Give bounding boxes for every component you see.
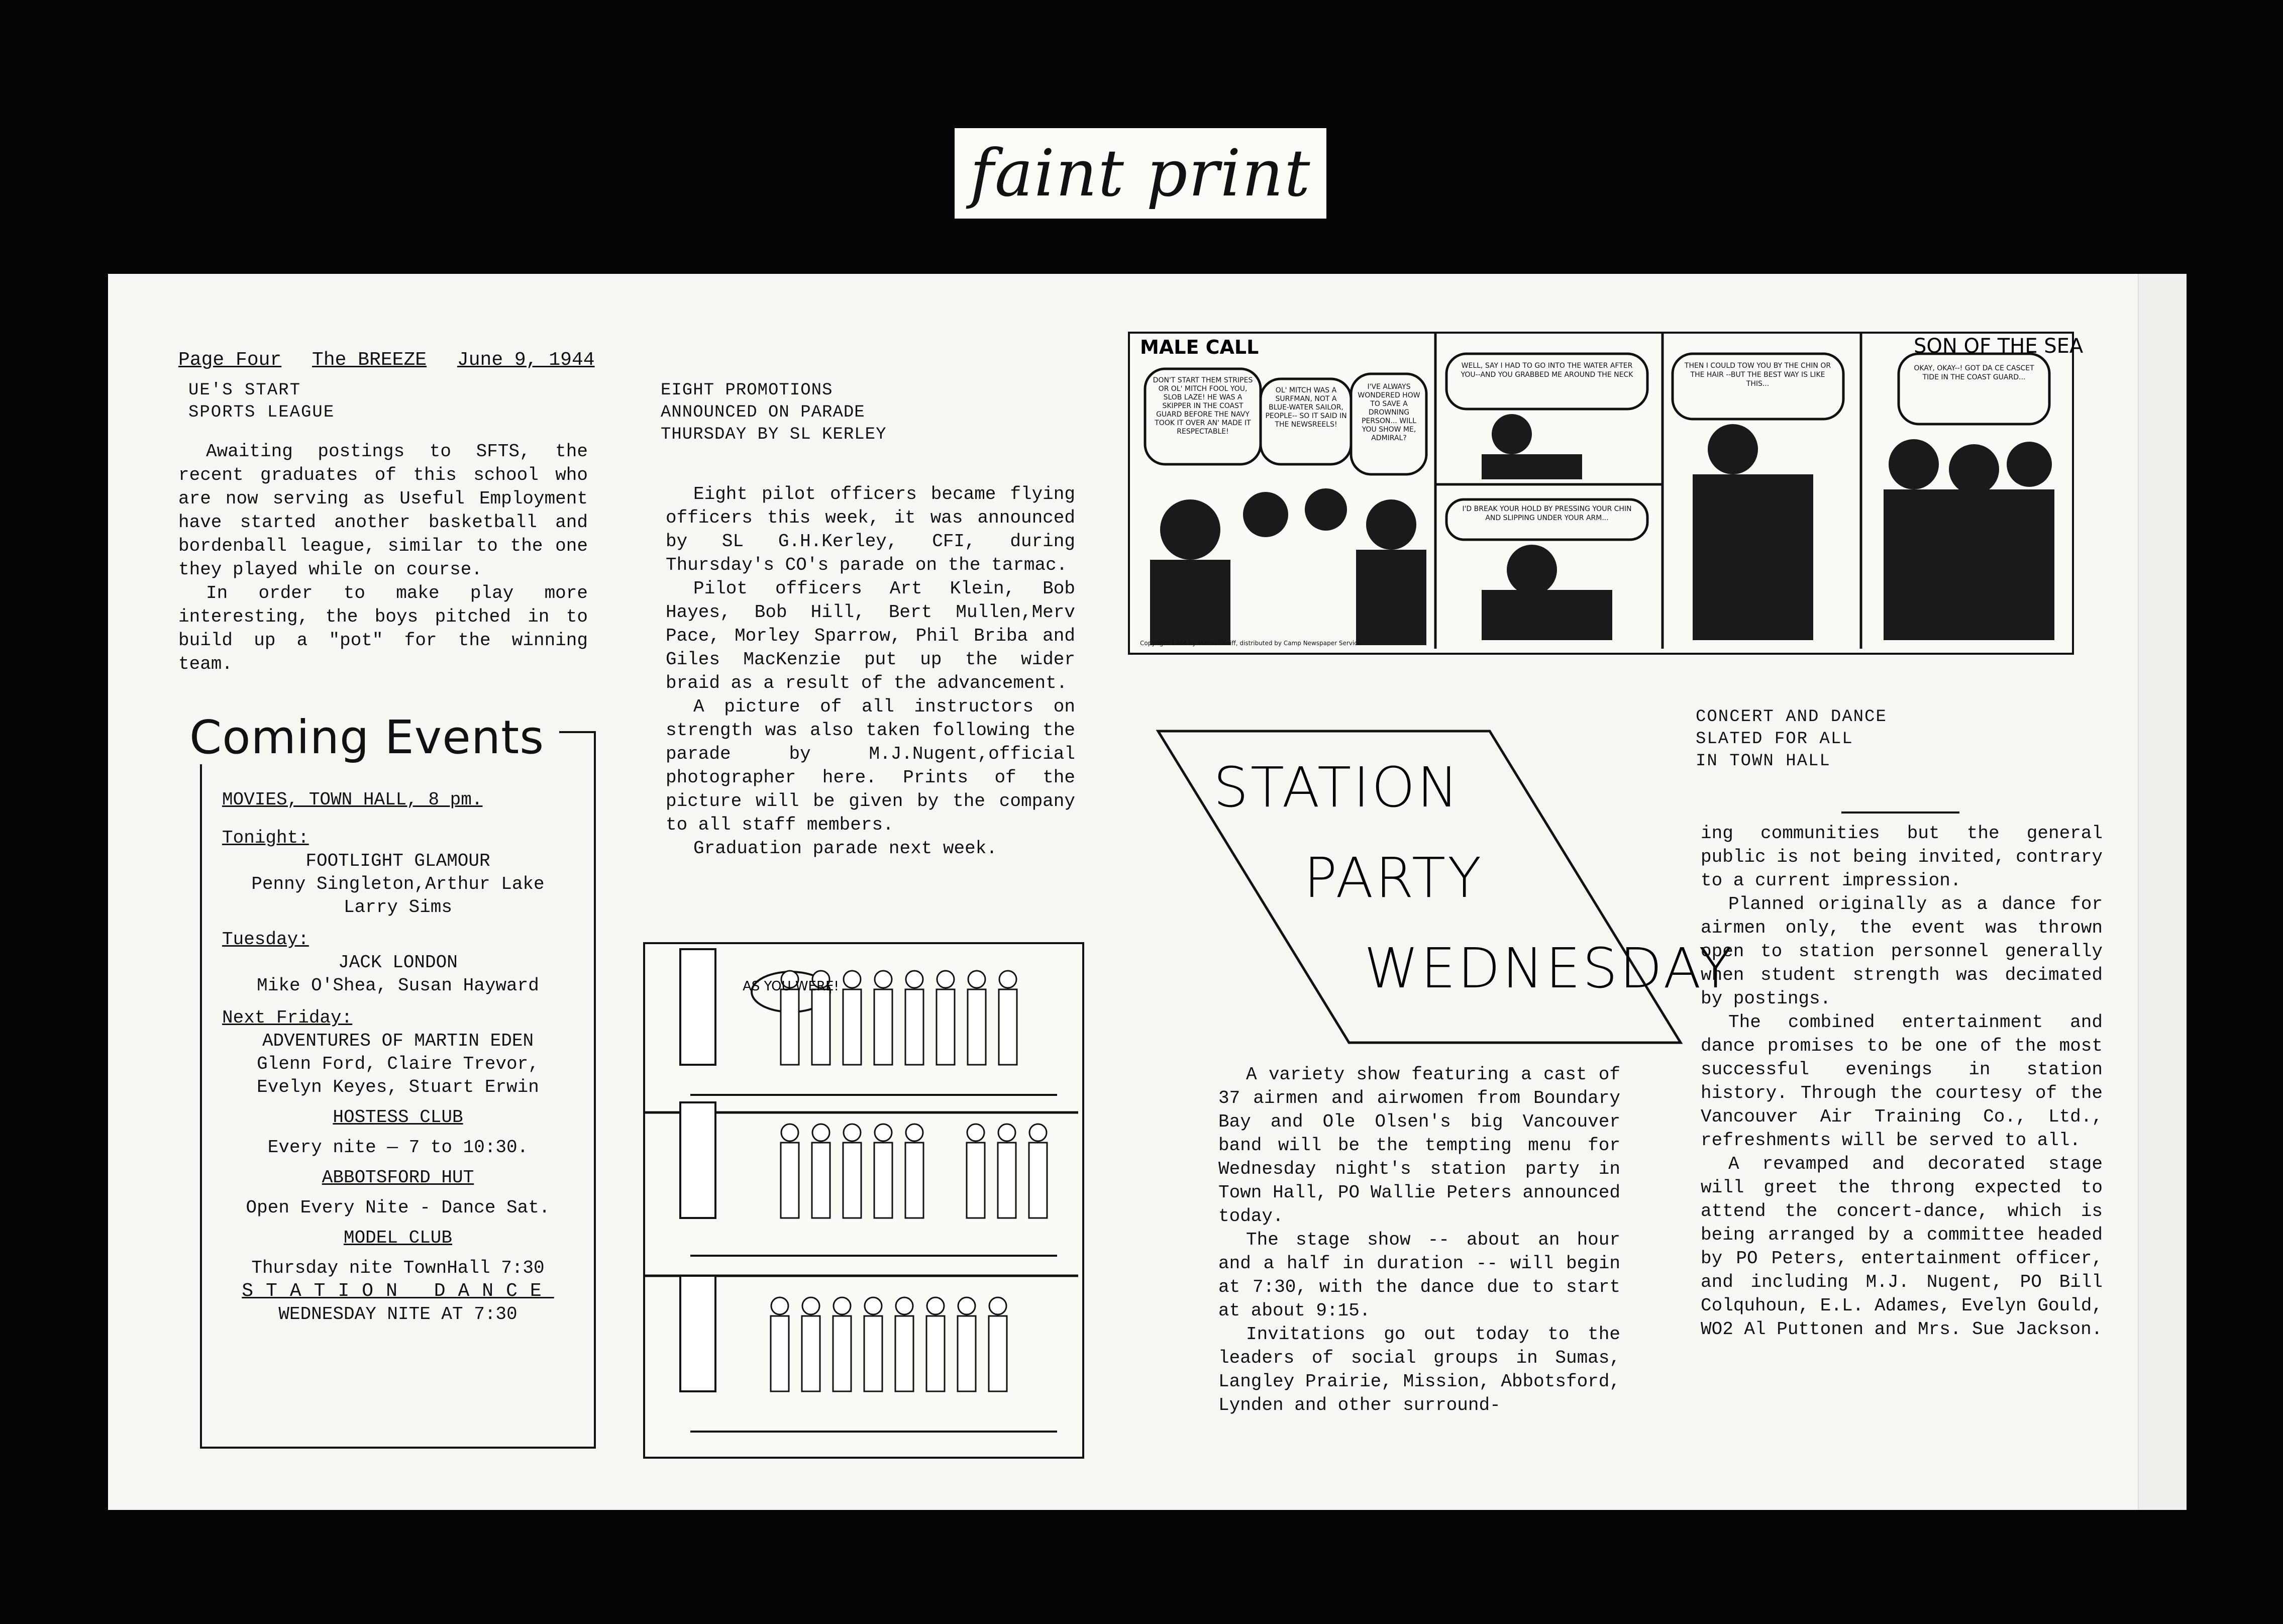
- event-line: ADVENTURES OF MARTIN EDEN: [262, 1031, 534, 1051]
- cartoon-drawing: [645, 944, 1078, 1453]
- paragraph: The stage show -- about an hour and a half in duration -- will begin at 7:30, with the dance due to start at about 9:15.: [1218, 1230, 1620, 1321]
- event-line: FOOTLIGHT GLAMOUR: [305, 851, 490, 871]
- page-number: Page Four: [178, 349, 282, 371]
- paragraph: Awaiting postings to SFTS, the recent graduates of this school who are now serving as Useful Employment have started another basketball and bordenball league, similar to the one they played while on course.: [178, 441, 588, 580]
- officer-figure: [680, 949, 715, 1065]
- headline-line: CONCERT AND DANCE: [1696, 707, 1887, 727]
- comic-balloon: THEN I COULD TOW YOU BY THE CHIN OR THE HAIR --BUT THE BEST WAY IS LIKE THIS...: [1684, 362, 1831, 388]
- soldiers-cartoon: [643, 942, 1084, 1459]
- event-line: Next Friday:: [222, 1007, 353, 1028]
- soldier-figure: [771, 1316, 789, 1391]
- paragraph: Invitations go out today to the leaders of social groups in Sumas, Langley Prairie, Mission, Abbotsford, Lynden and other surround-: [1218, 1324, 1620, 1415]
- soldier-head: [896, 1297, 913, 1314]
- soldier-figure: [905, 989, 923, 1065]
- cartoon-speech: AS YOU WERE!: [743, 979, 839, 994]
- label-text: faint print: [970, 136, 1311, 211]
- promotions-article: [666, 482, 1075, 860]
- station-party-banner: [1138, 711, 1735, 1078]
- paragraph: In order to make play more interesting, the boys pitched in to build up a "pot" for the winning team.: [178, 583, 588, 674]
- paragraph: Graduation parade next week.: [693, 838, 997, 859]
- paragraph: A revamped and decorated stage will greet the throng expected to attend the concert-dance, which is being arranged by a committee headed by PO Peters, entertainment officer, and including M.J. Nugent, PO Bill Colquhoun, E.L. Adames, Evelyn Gould, WO2 Al Puttonen and Mrs. Sue Jackson.: [1701, 1154, 2103, 1340]
- page-fold: [2138, 274, 2187, 1510]
- banner-line: STATION: [1213, 755, 1461, 820]
- headline-line: UE'S START: [188, 381, 301, 400]
- comic-title-left: MALE CALL: [1140, 336, 1259, 358]
- soldier-figure: [895, 1316, 913, 1391]
- soldier-figure: [999, 989, 1017, 1065]
- headline-line: IN TOWN HALL: [1696, 752, 1831, 771]
- sports-article: [178, 440, 588, 676]
- comic-balloon: OL' MITCH WAS A SURFMAN, NOT A BLUE-WATER SAILOR, PEOPLE-- SO IT SAID IN THE NEWSREELS!: [1265, 386, 1347, 429]
- soldier-figure: [843, 1143, 861, 1218]
- soldier-head: [834, 1297, 851, 1314]
- headline-line: ANNOUNCED ON PARADE: [661, 403, 865, 422]
- soldier-figure: [926, 1316, 945, 1391]
- event-line: Every nite — 7 to 10:30.: [267, 1137, 529, 1158]
- soldier-figure: [833, 1316, 851, 1391]
- paper-name: The BREEZE: [312, 349, 427, 371]
- promotions-headline: [661, 379, 886, 446]
- event-line: STATION DANCE: [242, 1280, 554, 1302]
- comic-balloon: I'D BREAK YOUR HOLD BY PRESSING YOUR CHIN AND SLIPPING UNDER YOUR ARM...: [1462, 505, 1632, 522]
- comic-balloon: I'VE ALWAYS WONDERED HOW TO SAVE A DROWNING PERSON... WILL YOU SHOW ME, ADMIRAL?: [1358, 383, 1420, 442]
- paragraph: ing communities but the general public is not being invited, contrary to a current impression.: [1701, 823, 2103, 891]
- soldier-head: [927, 1297, 944, 1314]
- comic-drawing: [1130, 334, 2084, 649]
- paragraph: A picture of all instructors on strength was also taken following the parade by M.J.Nugent,official photographer here. Prints of the picture will be given by the company to all staff members.: [666, 696, 1075, 835]
- soldier-figure: [968, 989, 986, 1065]
- headline-line: EIGHT PROMOTIONS: [661, 381, 833, 400]
- soldier-figure: [989, 1316, 1007, 1391]
- comic-copyright: Copyright 1944 by Milton Caniff, distributed by Camp Newspaper Service: [1140, 640, 1362, 647]
- soldier-figure: [781, 989, 799, 1065]
- soldier-figure: [812, 989, 830, 1065]
- soldier-figure: [781, 1143, 799, 1218]
- paragraph: Planned originally as a dance for airmen only, the event was thrown open to station personnel generally when student strength was decimated by postings.: [1701, 894, 2103, 1009]
- soldier-head: [906, 971, 923, 988]
- soldier-head: [875, 971, 892, 988]
- comic-balloon: DON'T START THEM STRIPES OR OL' MITCH FOOL YOU, SLOB LAZE! HE WAS A SKIPPER IN THE COAST GUARD BEFORE THE NAVY TOOK IT OVER AN' MADE IT RESPECTABLE!: [1153, 376, 1253, 436]
- event-line: Penny Singleton,Arthur Lake: [251, 874, 545, 894]
- event-line: Mike O'Shea, Susan Hayward: [257, 975, 539, 996]
- soldier-head: [906, 1124, 923, 1141]
- banner-line: WEDNESDAY: [1364, 936, 1735, 1000]
- column-rule: [1841, 811, 1959, 814]
- event-line: Larry Sims: [343, 897, 453, 918]
- officer-figure: [680, 1276, 715, 1391]
- soldier-figure: [937, 989, 955, 1065]
- soldier-head: [968, 971, 985, 988]
- soldier-head: [967, 1124, 984, 1141]
- paragraph: The combined entertainment and dance promises to be one of the most successful evenings in station history. Through the courtesy of the Vancouver Air Training Co., Ltd., refreshments will be served to all.: [1701, 1012, 2103, 1151]
- soldier-head: [875, 1124, 892, 1141]
- concert-headline: [1696, 706, 1887, 772]
- soldier-head: [802, 1297, 819, 1314]
- faint-print-label: [955, 128, 1326, 219]
- soldier-head: [812, 1124, 829, 1141]
- event-line: Tuesday:: [222, 929, 309, 950]
- coming-events-box: [189, 710, 596, 1449]
- event-line: Glenn Ford, Claire Trevor,: [257, 1054, 539, 1074]
- soldier-head: [865, 1297, 882, 1314]
- comic-balloon: WELL, SAY I HAD TO GO INTO THE WATER AFTER YOU--AND YOU GRABBED ME AROUND THE NECK: [1461, 362, 1633, 379]
- soldier-figure: [802, 1316, 820, 1391]
- event-line: JACK LONDON: [338, 952, 458, 973]
- coming-events-title: Coming Events: [174, 710, 559, 764]
- newspaper-page: [108, 274, 2186, 1510]
- soldier-head: [1029, 1124, 1047, 1141]
- soldier-head: [844, 971, 861, 988]
- soldier-figure: [967, 1143, 985, 1218]
- headline-line: THURSDAY BY SL KERLEY: [661, 425, 887, 444]
- paragraph: A variety show featuring a cast of 37 airmen and airwomen from Boundary Bay and Ole Olsen's big Vancouver band will be the tempting menu for Wednesday night's station party in Town Hall, PO Wallie Peters announced today.: [1218, 1064, 1620, 1227]
- soldier-head: [989, 1297, 1006, 1314]
- event-line: WEDNESDAY NITE AT 7:30: [278, 1304, 517, 1325]
- concert-article: [1701, 822, 2103, 1341]
- soldier-head: [771, 1297, 788, 1314]
- events-list: [222, 788, 574, 1326]
- soldier-figure: [958, 1316, 976, 1391]
- event-line: HOSTESS CLUB: [333, 1107, 463, 1128]
- issue-date: June 9, 1944: [457, 349, 595, 371]
- paragraph: Eight pilot officers became flying officers this week, it was announced by SL G.H.Kerley, CFI, during Thursday's CO's parade on the tarmac.: [666, 484, 1075, 575]
- headline-line: SPORTS LEAGUE: [188, 403, 335, 422]
- masthead: [178, 349, 614, 371]
- event-line: MODEL CLUB: [343, 1228, 453, 1248]
- soldier-figure: [998, 1143, 1016, 1218]
- event-line: Open Every Nite - Dance Sat.: [246, 1197, 550, 1218]
- soldier-figure: [874, 989, 892, 1065]
- soldier-figure: [864, 1316, 882, 1391]
- soldier-figure: [843, 989, 861, 1065]
- male-call-comic-strip: [1128, 332, 2084, 655]
- officer-figure: [680, 1102, 715, 1218]
- sports-headline: [188, 379, 335, 424]
- soldier-head: [844, 1124, 861, 1141]
- soldier-head: [781, 1124, 798, 1141]
- comic-balloon: OKAY, OKAY--! GOT DA CE CASCET TIDE IN THE COAST GUARD...: [1914, 364, 2034, 381]
- soldier-figure: [1029, 1143, 1047, 1218]
- soldier-head: [998, 1124, 1015, 1141]
- banner-line: PARTY: [1304, 846, 1484, 910]
- soldier-figure: [812, 1143, 830, 1218]
- event-line: Evelyn Keyes, Stuart Erwin: [257, 1077, 539, 1097]
- party-article: [1218, 1063, 1620, 1417]
- soldier-figure: [874, 1143, 892, 1218]
- event-line: Tonight:: [222, 828, 309, 848]
- comic-title-right: SON OF THE SEA: [1914, 335, 2084, 358]
- paragraph: Pilot officers Art Klein, Bob Hayes, Bob Hill, Bert Mullen,Merv Pace, Morley Sparrow, Phil Briba and Giles MacKenzie put up the wider braid as a result of the advancement.: [666, 578, 1075, 693]
- soldier-figure: [905, 1143, 923, 1218]
- event-line: Thursday nite TownHall 7:30: [251, 1258, 545, 1278]
- soldier-head: [958, 1297, 975, 1314]
- soldier-head: [999, 971, 1016, 988]
- soldier-head: [937, 971, 954, 988]
- event-line: MOVIES, TOWN HALL, 8 pm.: [222, 789, 483, 810]
- event-line: ABBOTSFORD HUT: [322, 1167, 474, 1188]
- headline-line: SLATED FOR ALL: [1696, 730, 1853, 749]
